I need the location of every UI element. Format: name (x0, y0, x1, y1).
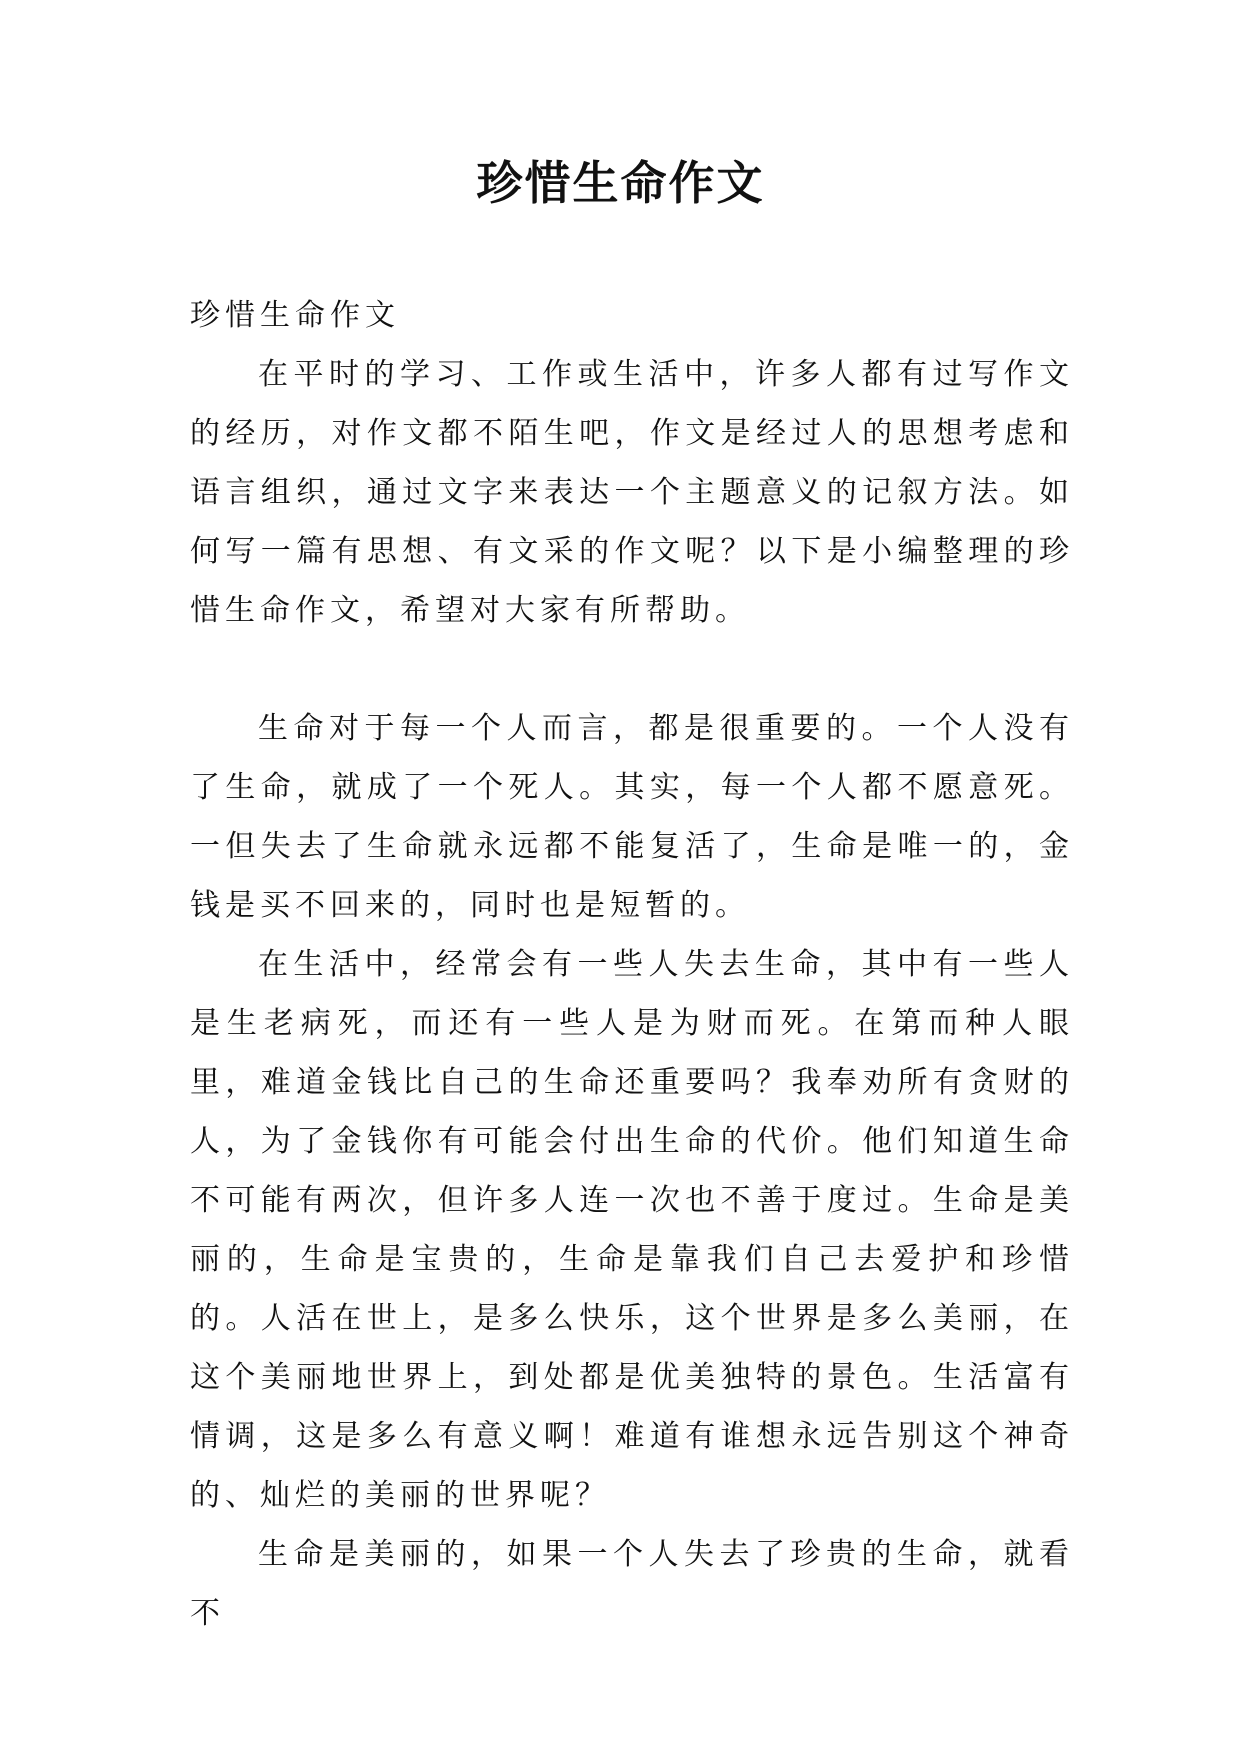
paragraph-intro: 在平时的学习、工作或生活中，许多人都有过写作文的经历，对作文都不陌生吧，作文是经过人的思想考虑和语言组织，通过文字来表达一个主题意义的记叙方法。如何写一篇有思想、有文采的作文呢？以下是小编整理的珍惜生命作文，希望对大家有所帮助。 (190, 357, 1074, 628)
document-body (190, 286, 1074, 1643)
paragraph-life-importance: 生命对于每一个人而言，都是很重要的。一个人没有了生命，就成了一个死人。其实，每一个人都不愿意死。一但失去了生命就永远都不能复活了，生命是唯一的，金钱是买不回来的，同时也是短暂的。 (190, 711, 1074, 923)
paragraph-gap (190, 640, 1074, 699)
document-subtitle: 珍惜生命作文 (190, 298, 400, 333)
paragraph-life-and-money: 在生活中，经常会有一些人失去生命，其中有一些人是生老病死，而还有一些人是为财而死。在第而种人眼里，难道金钱比自己的生命还重要吗？我奉劝所有贪财的人，为了金钱你有可能会付出生命的代价。他们知道生命不可能有两次，但许多人连一次也不善于度过。生命是美丽的，生命是宝贵的，生命是靠我们自己去爱护和珍惜的。人活在世上，是多么快乐，这个世界是多么美丽，在这个美丽地世界上，到处都是优美独特的景色。生活富有情调，这是多么有意义啊！难道有谁想永远告别这个神奇的、灿烂的美丽的世界呢？ (190, 947, 1074, 1513)
document-title: 珍惜生命作文 (476, 156, 765, 210)
paragraph-life-beautiful: 生命是美丽的，如果一个人失去了珍贵的生命，就看不 (190, 1537, 1074, 1631)
